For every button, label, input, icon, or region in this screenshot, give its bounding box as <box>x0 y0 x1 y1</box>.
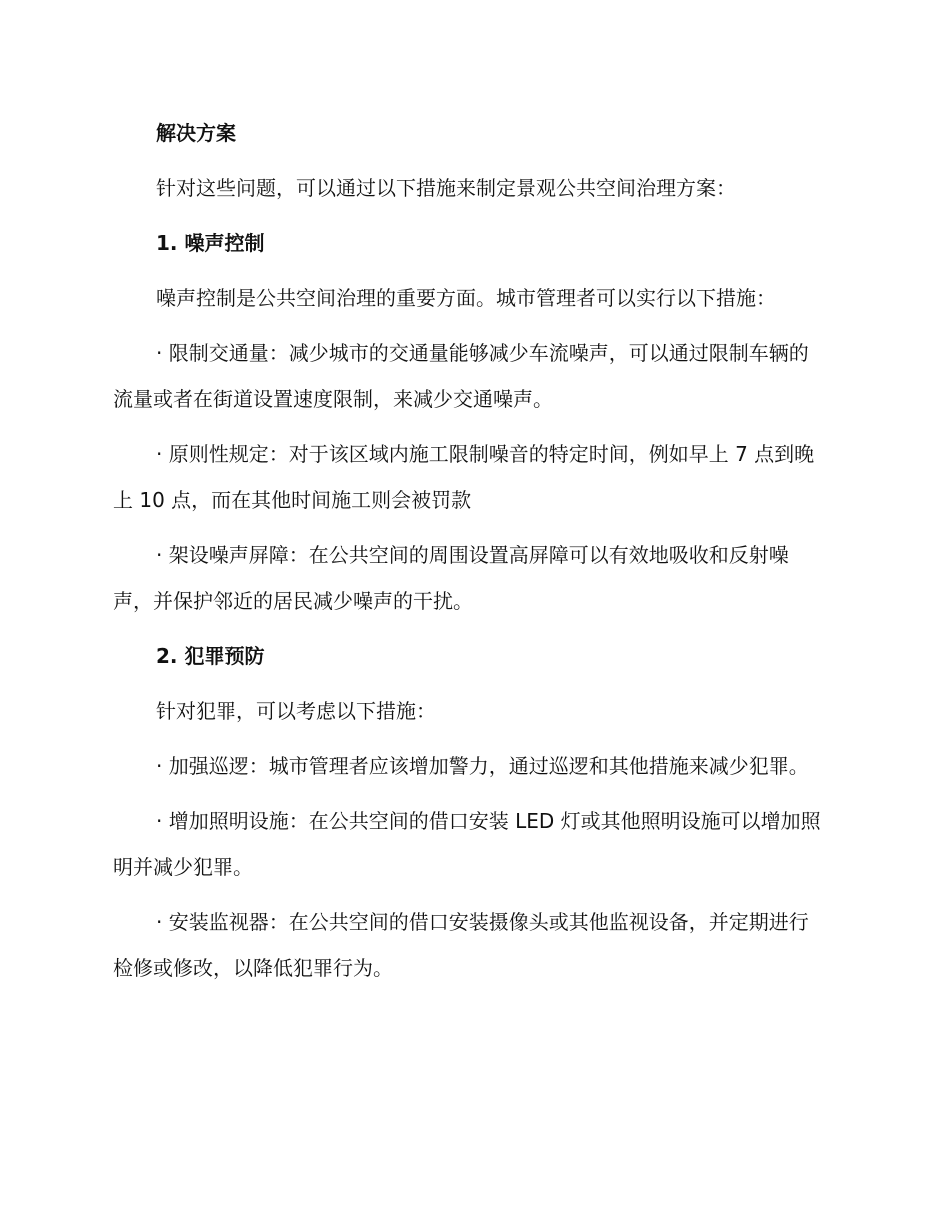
section-intro-noise-control: 噪声控制是公共空间治理的重要方面。城市管理者可以实行以下措施： <box>156 286 776 310</box>
section-intro-crime-prevention: 针对犯罪，可以考虑以下措施： <box>156 699 436 723</box>
section-heading-crime-prevention: 2. 犯罪预防 <box>156 644 265 668</box>
list-item-patrol: · 加强巡逻：城市管理者应该增加警力，通过巡逻和其他措施来减少犯罪。 <box>156 754 809 778</box>
section-title: 解决方案 <box>156 121 236 145</box>
list-item-surveillance: · 安装监视器：在公共空间的借口安装摄像头或其他监视设备，并定期进行检修或修改，以降低犯罪行为。 <box>113 910 809 980</box>
list-item-limit-traffic: · 限制交通量：减少城市的交通量能够减少车流噪声，可以通过限制车辆的流量或者在街道设置速度限制，来减少交通噪声。 <box>113 341 809 411</box>
list-item-construction-rules: · 原则性规定：对于该区域内施工限制噪音的特定时间，例如早上 7 点到晚上 10 点，而在其他时间施工则会被罚款 <box>113 442 815 512</box>
intro-paragraph: 针对这些问题，可以通过以下措施来制定景观公共空间治理方案： <box>156 176 736 200</box>
document-body <box>113 110 825 1000</box>
list-item-noise-barrier: · 架设噪声屏障：在公共空间的周围设置高屏障可以有效地吸收和反射噪声，并保护邻近的居民减少噪声的干扰。 <box>113 543 789 613</box>
section-heading-noise-control: 1. 噪声控制 <box>156 231 265 255</box>
list-item-lighting: · 增加照明设施：在公共空间的借口安装 LED 灯或其他照明设施可以增加照明并减少犯罪。 <box>113 809 821 879</box>
